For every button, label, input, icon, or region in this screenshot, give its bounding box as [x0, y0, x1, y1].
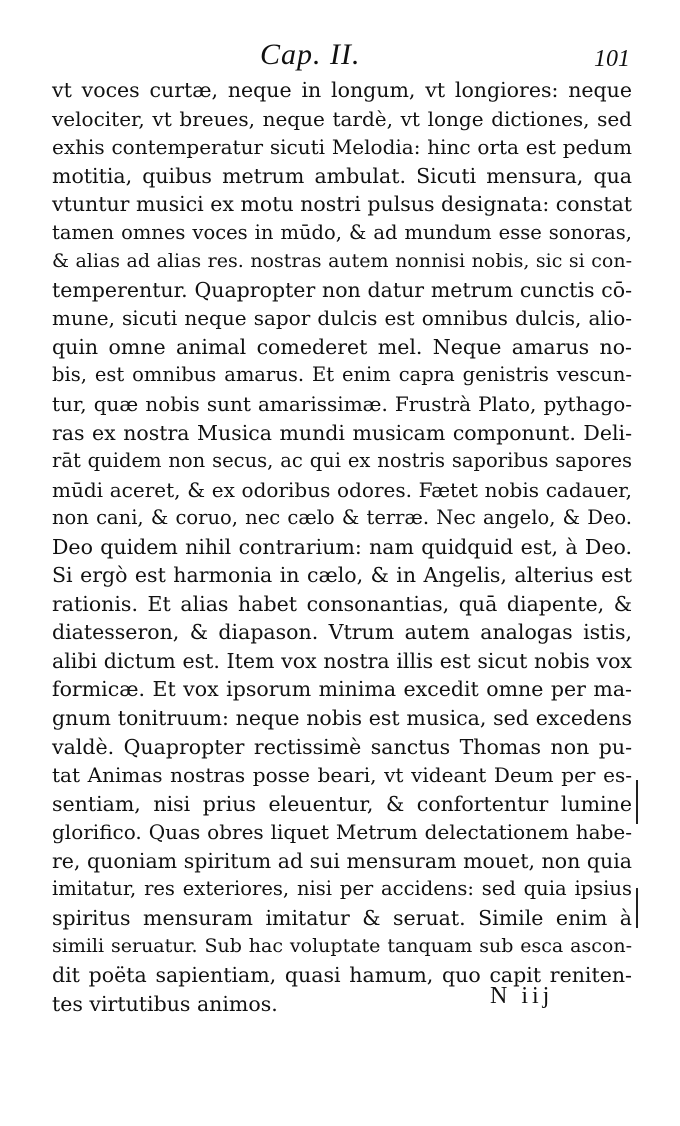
text-line: tat Animas nostras posse beari, vt videant Deum per es- — [52, 763, 632, 788]
text-line: ras ex nostra Musica mundi musicam componunt. Deli- — [52, 420, 632, 445]
text-line: vtuntur musici ex motu nostri pulsus designata: constat — [52, 192, 633, 217]
text-line: glorifico. Quas obres liquet Metrum delectationem habe- — [52, 820, 632, 845]
text-line: tamen omnes voces in mūdo, & ad mundum esse sonoras, — [52, 220, 632, 244]
text-line: rāt quidem non secus, ac qui ex nostris saporibus sapores — [52, 449, 632, 473]
text-line: quin omne animal comederet mel. Neque amarus no- — [52, 334, 632, 359]
text-line: dit poëta sapientiam, quasi hamum, quo capit reniten- — [52, 962, 632, 987]
text-line: diatesseron, & diapason. Vtrum autem analogas istis, — [52, 620, 632, 645]
text-line: motitia, quibus metrum ambulat. Sicuti mensura, qua — [52, 163, 632, 188]
text-line: alibi dictum est. Item vox nostra illis est sicut nobis vox — [52, 648, 632, 673]
text-line: imitatur, res exteriores, nisi per accidens: sed quia ipsius — [52, 877, 632, 901]
margin-rule — [636, 780, 638, 824]
page-number: 101 — [594, 46, 630, 72]
text-line: Si ergò est harmonia in cælo, & in Angelis, alterius est — [52, 563, 632, 588]
body-text — [52, 76, 632, 1018]
text-line: vt voces curtæ, neque in longum, vt longiores: neque — [52, 78, 632, 102]
text-line: & alias ad alias res. nostras autem nonnisi nobis, sic si con- — [52, 250, 632, 273]
chapter-heading: Cap. II. — [260, 38, 361, 71]
text-line: velociter, vt breues, neque tardè, vt longe dictiones, sed — [52, 106, 632, 131]
text-line: simili seruatur. Sub hac voluptate tanquam sub esca ascon- — [52, 935, 632, 958]
text-line-final: tes virtutibus animos. — [52, 991, 278, 1016]
signature-mark: N iij — [490, 983, 554, 1009]
margin-rule — [636, 888, 638, 928]
text-line: exhis contemperatur sicuti Melodia: hinc orta est pedum — [52, 135, 632, 160]
text-line: spiritus mensuram imitatur & seruat. Simile enim à — [52, 905, 632, 930]
text-line: Deo quidem nihil contrarium: nam quidquid est, à Deo. — [52, 534, 632, 559]
text-line: mūdi aceret, & ex odoribus odores. Fætet nobis cadauer, — [52, 477, 632, 502]
text-line: re, quoniam spiritum ad sui mensuram mouet, non quia — [52, 848, 632, 873]
text-line: bis, est omnibus amarus. Et enim capra genistris vescun- — [52, 363, 632, 387]
text-line: non cani, & coruo, nec cælo & terræ. Nec angelo, & Deo. — [52, 506, 632, 530]
text-line: formicæ. Et vox ipsorum minima excedit omne per ma- — [52, 677, 632, 702]
text-line: valdè. Quapropter rectissimè sanctus Thomas non pu- — [52, 734, 632, 759]
text-line: sentiam, nisi prius eleuentur, & confortentur lumine — [52, 791, 632, 816]
text-line: mune, sicuti neque sapor dulcis est omnibus dulcis, alio- — [52, 306, 632, 331]
text-line: tur, quæ nobis sunt amarissimæ. Frustrà Plato, pythago- — [52, 392, 632, 417]
text-line: rationis. Et alias habet consonantias, quā diapente, & — [52, 591, 632, 616]
text-line: temperentur. Quapropter non datur metrum cunctis cō- — [52, 277, 632, 302]
text-line: gnum tonitruum: neque nobis est musica, sed excedens — [52, 706, 632, 731]
